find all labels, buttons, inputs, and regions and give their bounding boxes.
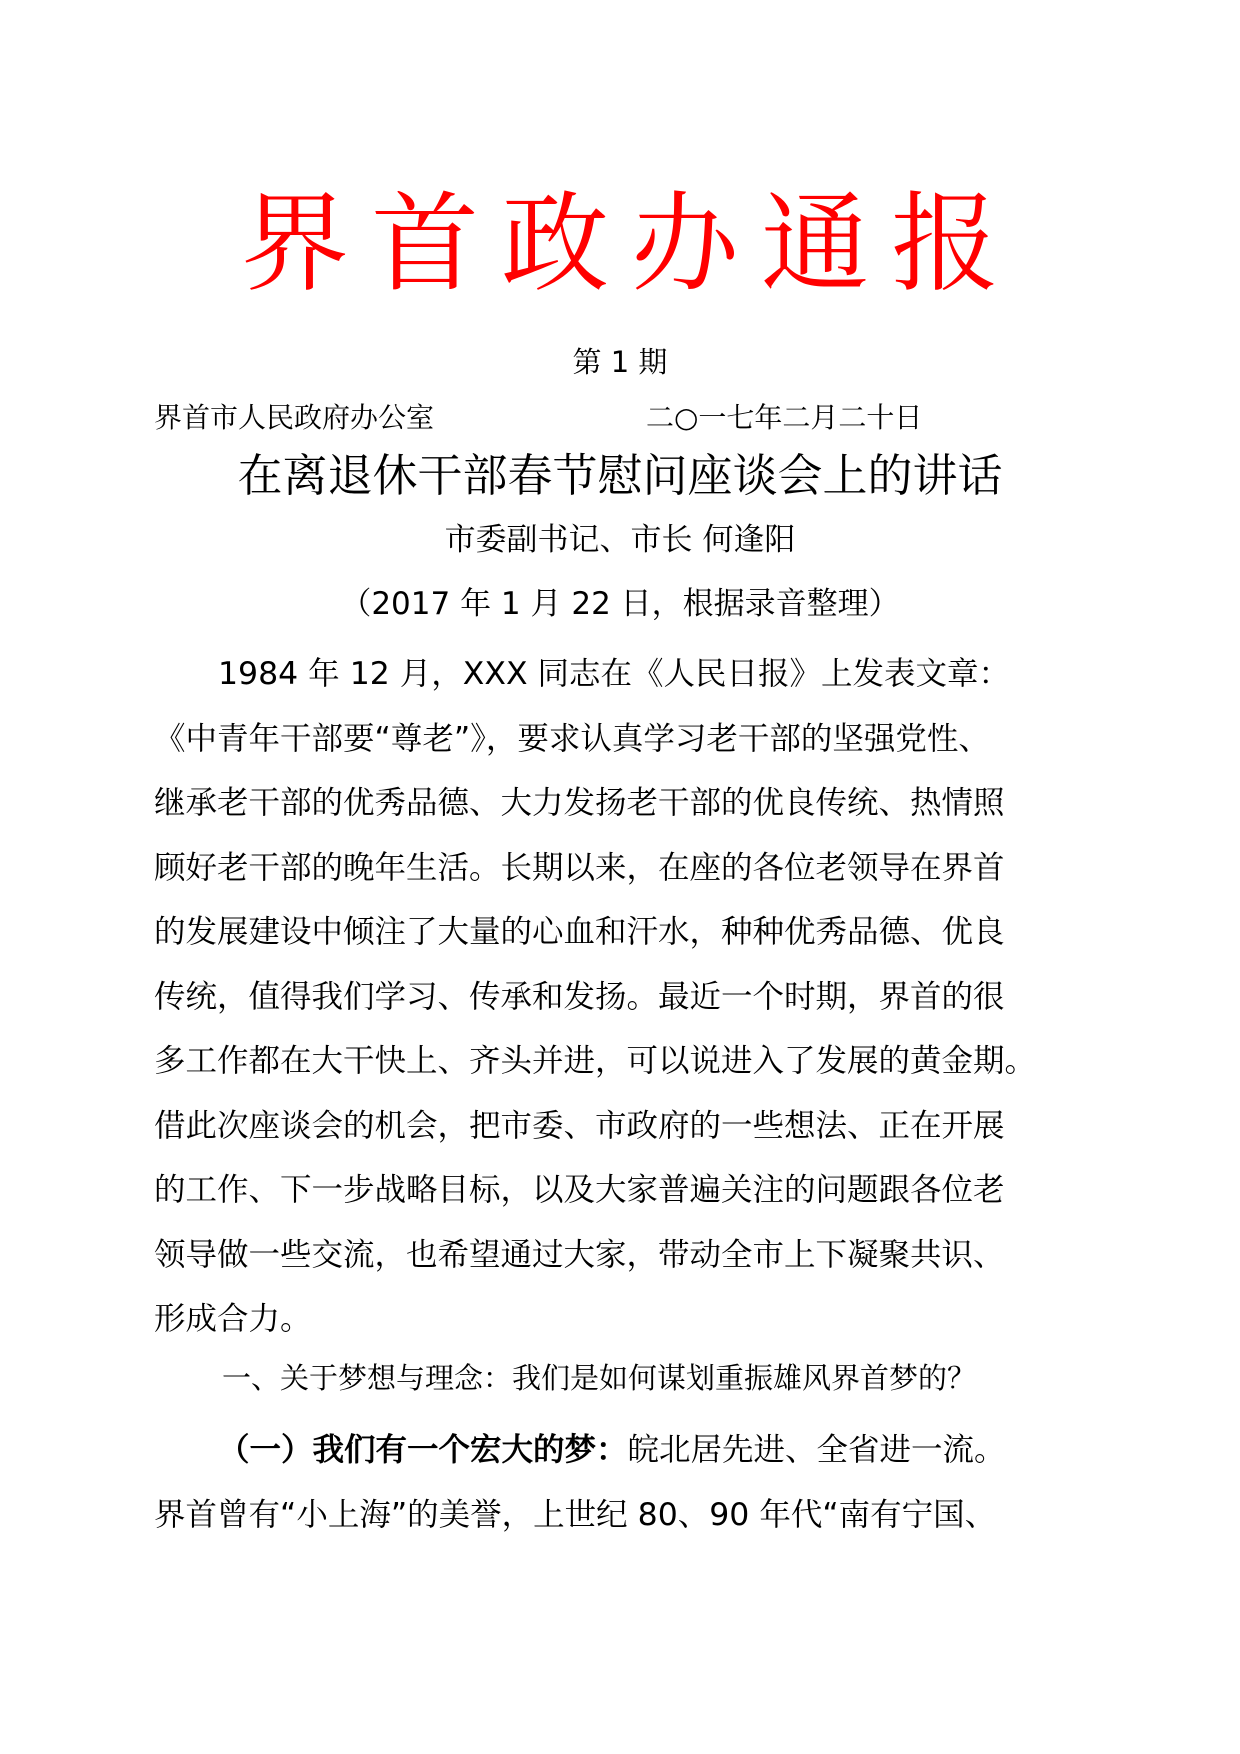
speaker-line: 市委副书记、市长 何逢阳 — [444, 522, 796, 558]
paragraph-line: 界首曾有“小上海”的美誉，上世纪 80、90 年代“南有宁国、 — [154, 1496, 997, 1533]
paragraph-line: 的发展建设中倾注了大量的心血和汗水，种种优秀品德、优良 — [154, 914, 1005, 950]
paragraph-line: 领导做一些交流，也希望通过大家，带动全市上下凝聚共识、 — [154, 1236, 1005, 1273]
paragraph-line: 《中青年干部要“尊老”》，要求认真学习老干部的坚强党性、 — [154, 720, 990, 757]
paragraph-line: 形成合力。 — [154, 1301, 312, 1337]
subheading-lead: （一）我们有一个宏大的梦： — [218, 1432, 628, 1468]
recording-note: （2017 年 1 月 22 日，根据录音整理） — [340, 586, 900, 622]
paragraph-line: 继承老干部的优秀品德、大力发扬老干部的优良传统、热情照 — [154, 785, 1005, 821]
paragraph-line: 借此次座谈会的机会，把市委、市政府的一些想法、正在开展 — [154, 1107, 1005, 1144]
masthead-title: 界首政办通报 — [240, 182, 1021, 307]
paragraph-line: 多工作都在大干快上、齐头并进，可以说进入了发展的黄金期。 — [154, 1043, 1037, 1079]
issue-date: 二○一七年二月二十日 — [646, 401, 923, 434]
paragraph-line — [154, 1418, 1089, 1483]
speech-title: 在离退休干部春节慰问座谈会上的讲话 — [237, 449, 1003, 502]
paragraph-line: 传统，值得我们学习、传承和发扬。最近一个时期，界首的很 — [154, 978, 1005, 1015]
paragraph-line: 顾好老干部的晚年生活。长期以来，在座的各位老领导在界首 — [154, 849, 1005, 886]
paragraph-1 — [154, 642, 1089, 1352]
subheading-text: 皖北居先进、全省进一流。 — [627, 1432, 1006, 1468]
paragraph-2 — [154, 1418, 1089, 1547]
issue-number: 第 1 期 — [572, 345, 668, 379]
paragraph-line: 1984 年 12 月，XXX 同志在《人民日报》上发表文章： — [218, 656, 1011, 692]
section-heading-1: 一、关于梦想与理念：我们是如何谋划重振雄风界首梦的？ — [222, 1361, 977, 1395]
paragraph-line: 的工作、下一步战略目标，以及大家普遍关注的问题跟各位老 — [154, 1172, 1005, 1208]
issuing-office: 界首市人民政府办公室 — [154, 401, 435, 434]
